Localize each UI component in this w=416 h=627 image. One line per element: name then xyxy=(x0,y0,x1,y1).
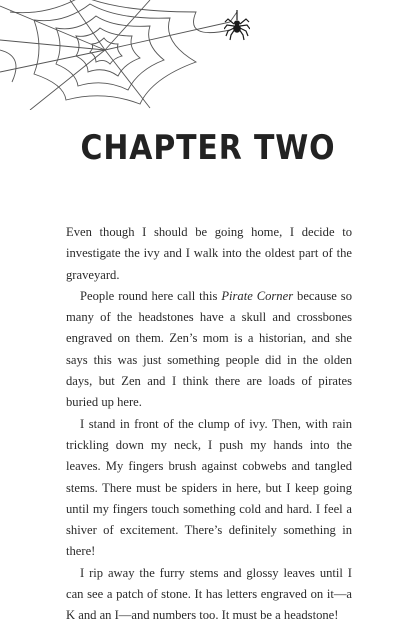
spider-icon xyxy=(224,10,250,42)
place-name-emphasis: Pirate Corner xyxy=(221,288,294,303)
paragraph-4: I rip away the furry stems and glossy leaves until I can see a patch of stone. It has letters engraved on it—a K and an I—and numbers too. It must be a headstone! xyxy=(66,565,352,623)
paragraph-1: Even though I should be going home, I decide to investigate the ivy and I walk into the oldest part of the graveyard. xyxy=(66,225,352,282)
spider-web-icon xyxy=(0,0,260,110)
body-text xyxy=(66,222,352,627)
paragraph-3: I stand in front of the clump of ivy. Then, with rain trickling down my neck, I push my hands into the leaves. My fingers brush against cobwebs and tangled stems. There must be spiders in here, but I keep going until my fingers touch something cold and hard. I feel a shiver of excitement. There’s definitely something in there! xyxy=(66,416,352,559)
paragraph-2: People round here call this Pirate Corner because so many of the headstones have a skull and crossbones engraved on them. Zen’s mom is a historian, and she says this was just something people did in the olden days, but Zen and I think there are loads of pirates buried up here. xyxy=(66,288,353,410)
chapter-title: CHAPTER TWO xyxy=(80,128,336,168)
